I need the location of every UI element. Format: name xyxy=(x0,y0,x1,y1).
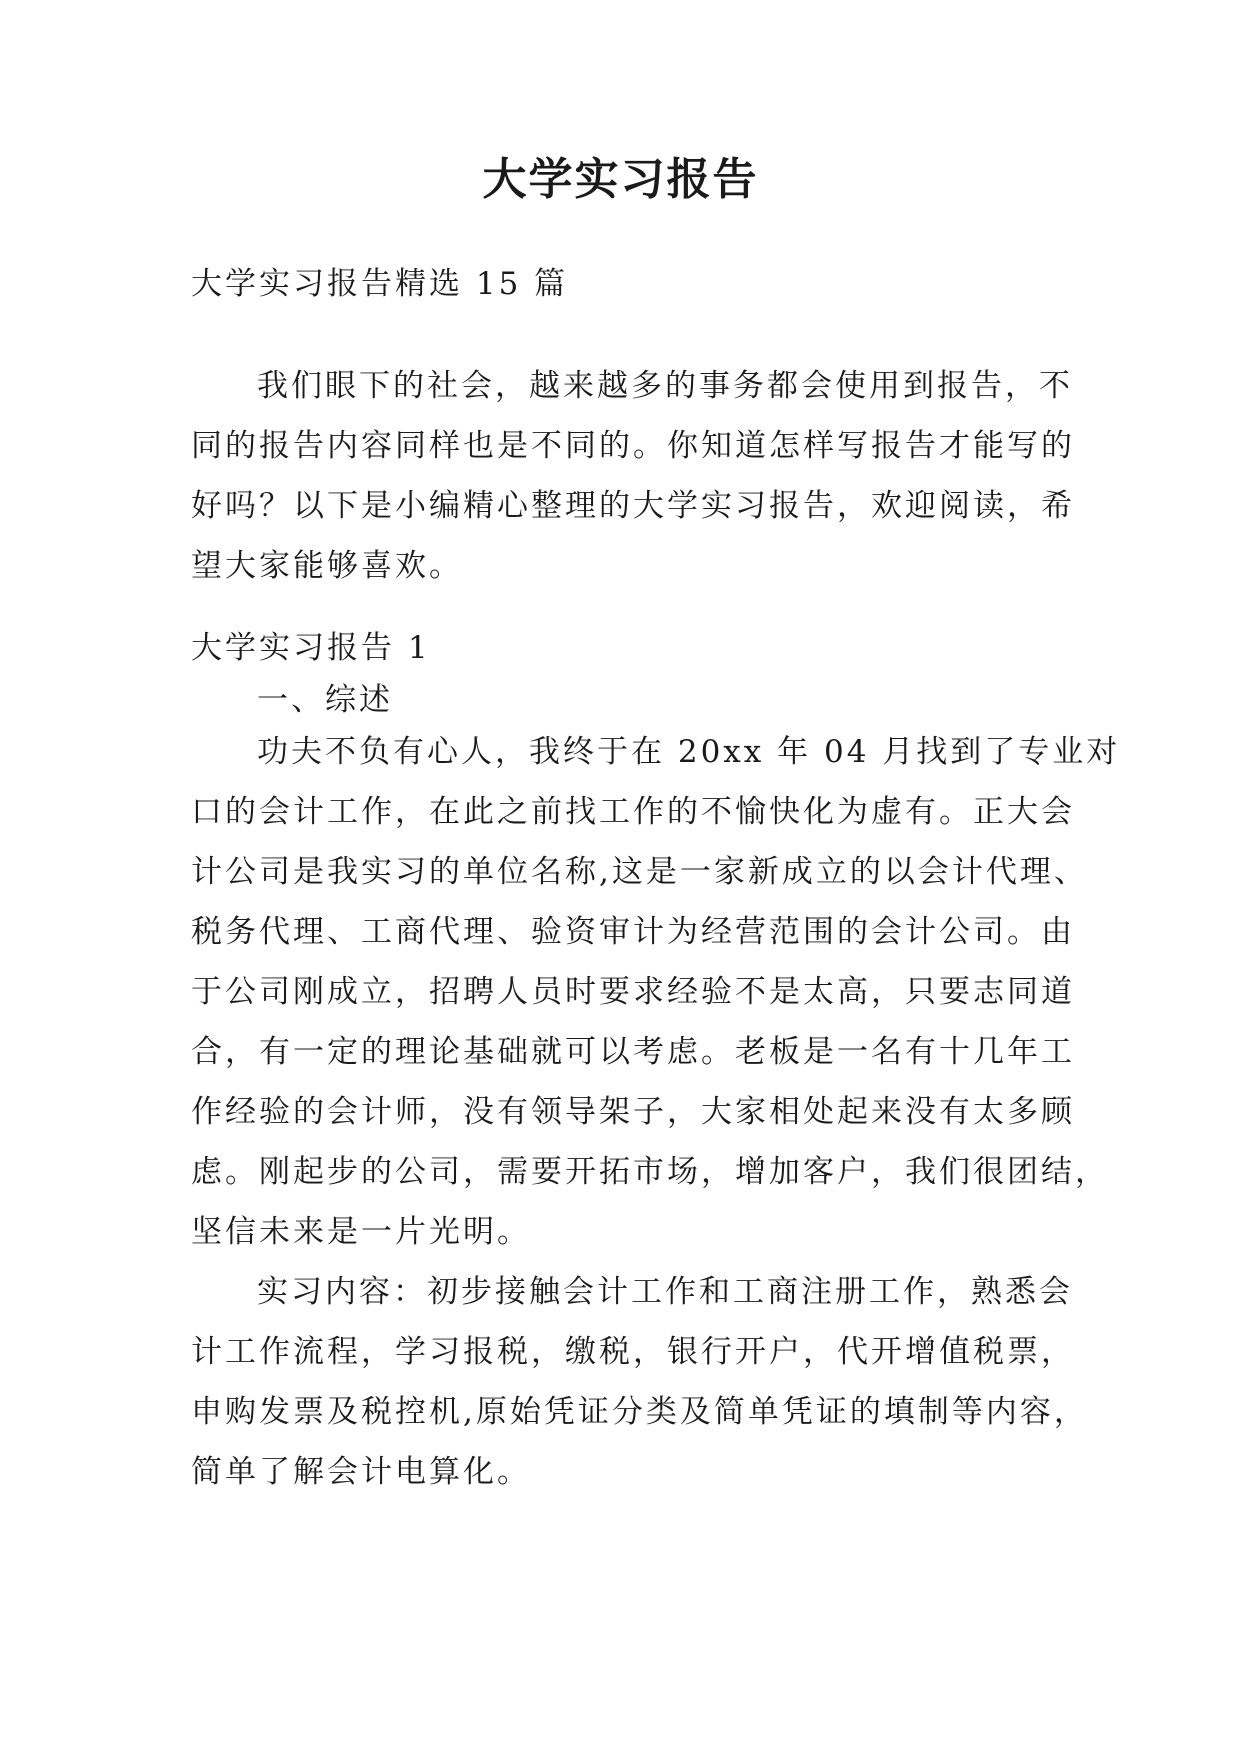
paragraph-line: 好吗？以下是小编精心整理的大学实习报告，欢迎阅读，希 xyxy=(191,488,1075,524)
subtitle-text: 大学实习报告精选 15 篇 xyxy=(191,266,569,302)
paragraph-line: 税务代理、工商代理、验资审计为经营范围的会计公司。由 xyxy=(191,914,1075,950)
paragraph-line: 望大家能够喜欢。 xyxy=(191,548,463,584)
paragraph-line: 简单了解会计电算化。 xyxy=(191,1454,531,1490)
paragraph-line: 我们眼下的社会，越来越多的事务都会使用到报告，不 xyxy=(257,368,1073,404)
document-subtitle xyxy=(191,254,1061,314)
paragraph-line: 申购发票及税控机,原始凭证分类及简单凭证的填制等内容， xyxy=(191,1394,1088,1430)
paragraph-line: 功夫不负有心人，我终于在 20xx 年 04 月找到了专业对 xyxy=(257,734,1121,770)
paragraph-line: 计工作流程，学习报税，缴税，银行开户，代开增值税票， xyxy=(191,1334,1075,1370)
section-heading-text: 大学实习报告 1 xyxy=(191,630,431,666)
document-title: 大学实习报告 xyxy=(482,154,759,205)
paragraph-line: 合，有一定的理论基础就可以考虑。老板是一名有十几年工 xyxy=(191,1034,1075,1070)
paragraph-line: 作经验的会计师，没有领导架子，大家相处起来没有太多顾 xyxy=(191,1094,1075,1130)
paragraph-line: 虑。刚起步的公司，需要开拓市场，增加客户，我们很团结， xyxy=(191,1154,1109,1190)
paragraph-line: 口的会计工作，在此之前找工作的不愉快化为虚有。正大会 xyxy=(191,794,1075,830)
paragraph-line: 坚信未来是一片光明。 xyxy=(191,1214,531,1250)
paragraph-line: 于公司刚成立，招聘人员时要求经验不是太高，只要志同道 xyxy=(191,974,1075,1010)
intro-paragraph xyxy=(191,356,1075,596)
subheading-text: 一、综述 xyxy=(257,682,393,718)
section-heading xyxy=(191,618,1061,678)
paragraph-line: 计公司是我实习的单位名称,这是一家新成立的以会计代理、 xyxy=(191,854,1088,890)
body-paragraph-2 xyxy=(191,1262,1088,1502)
paragraph-line: 实习内容：初步接触会计工作和工商注册工作，熟悉会 xyxy=(257,1274,1073,1310)
subheading xyxy=(191,670,1061,730)
paragraph-line: 同的报告内容同样也是不同的。你知道怎样写报告才能写的 xyxy=(191,428,1075,464)
body-paragraph-1 xyxy=(191,722,1121,1262)
